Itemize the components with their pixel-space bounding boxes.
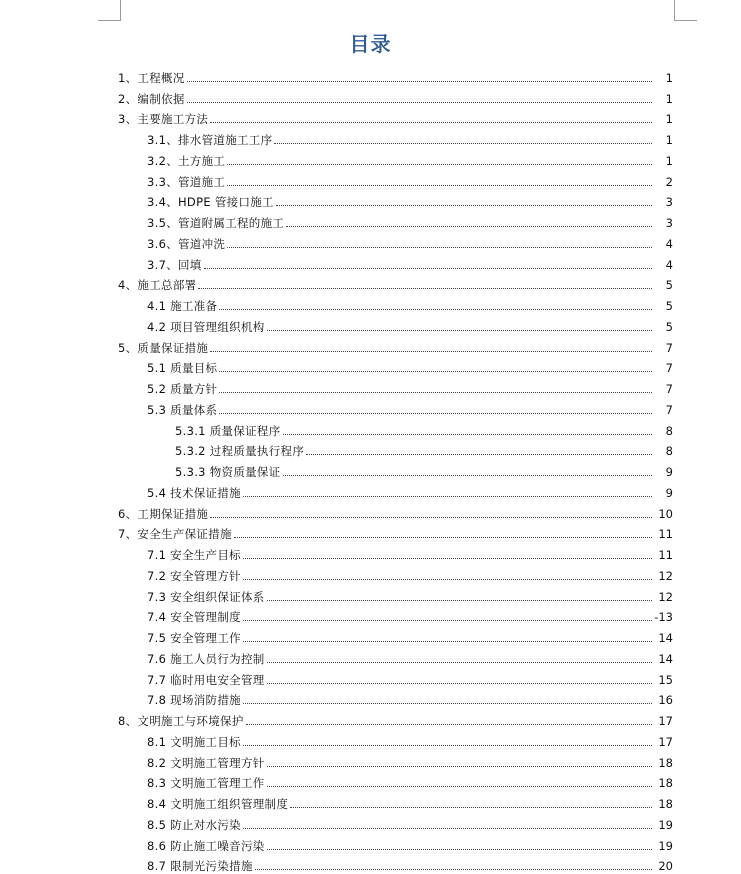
toc-leader-dots [219,371,652,372]
toc-entry-label: 3.4、HDPE 管接口施工 [147,195,274,210]
toc-leader-dots [267,683,652,684]
toc-entry-label: 8.3 文明施工管理工作 [147,776,265,791]
toc-entry[interactable] [0,604,741,625]
toc-entry[interactable] [0,209,741,230]
toc-entry[interactable] [0,749,741,770]
toc-page-number: 1 [665,112,673,127]
toc-entry-label: 3.7、回填 [147,257,202,272]
toc-entry-label: 5.3 质量体系 [147,402,218,417]
toc-page-number: 7 [665,361,673,376]
toc-entry[interactable] [0,272,741,293]
table-of-contents [0,64,741,873]
toc-entry[interactable] [0,334,741,355]
toc-entry-label: 5.2 质量方针 [147,382,218,396]
toc-entry[interactable] [0,521,741,542]
toc-page-number: 9 [665,465,673,479]
toc-page-number: 7 [665,402,673,417]
toc-entry-label: 5.4 技术保证措施 [147,485,241,500]
toc-leader-dots [290,807,652,808]
toc-leader-dots [267,786,652,787]
toc-entry[interactable] [0,64,741,85]
toc-entry[interactable] [0,85,741,106]
toc-leader-dots [267,662,652,663]
crop-mark-top-left [98,0,121,21]
toc-entry-label: 5.3.1 质量保证程序 [175,423,281,438]
toc-page-number: 14 [658,631,673,645]
toc-entry-label: 5.3.2 过程质量执行程序 [175,444,305,459]
toc-entry[interactable] [0,168,741,189]
toc-entry-label: 3、主要施工方法 [118,112,209,127]
toc-leader-dots [219,413,652,414]
toc-entry-label: 5.3.3 物资质量保证 [175,465,281,479]
toc-entry-label: 7.8 现场消防措施 [147,693,241,708]
toc-leader-dots [243,579,652,580]
toc-entry-label: 5、质量保证措施 [118,340,209,355]
toc-leader-dots [283,434,652,435]
toc-page-number: 1 [665,91,673,106]
toc-entry[interactable] [0,375,741,396]
toc-leader-dots [267,766,652,767]
toc-leader-dots [227,247,652,248]
toc-page-number: 4 [665,257,673,272]
toc-leader-dots [267,330,652,331]
toc-leader-dots [246,724,652,725]
toc-leader-dots [210,122,652,123]
toc-page-number: 16 [658,693,673,708]
toc-page-number: 12 [658,589,673,604]
toc-entry-label: 4.1 施工准备 [147,299,218,313]
toc-leader-dots [243,496,652,497]
toc-leader-dots [210,351,652,352]
toc-entry-label: 3.6、管道冲洗 [147,236,226,251]
toc-leader-dots [243,703,652,704]
toc-page-number: 7 [665,340,673,355]
toc-leader-dots [276,205,652,206]
toc-entry-label: 8.4 文明施工组织管理制度 [147,797,289,811]
toc-page-number: 2 [665,174,673,189]
toc-leader-dots [274,143,652,144]
toc-page-number: 8 [665,444,673,459]
toc-page-number: -13 [654,610,673,625]
toc-entry[interactable] [0,126,741,147]
toc-leader-dots [243,828,652,829]
toc-leader-dots [243,620,652,621]
toc-page-number: 1 [665,70,673,85]
toc-leader-dots [243,641,652,642]
toc-leader-dots [243,558,652,559]
toc-entry-label: 8、文明施工与环境保护 [118,714,244,728]
toc-leader-dots [267,849,652,850]
toc-entry[interactable] [0,687,741,708]
toc-entry[interactable] [0,541,741,562]
toc-entry-label: 7.3 安全组织保证体系 [147,589,265,604]
toc-entry[interactable] [0,811,741,832]
toc-page-number: 17 [658,734,673,749]
toc-leader-dots [243,745,652,746]
toc-page-number: 11 [658,548,673,562]
toc-entry[interactable] [0,313,741,334]
toc-page-number: 10 [658,506,673,521]
toc-leader-dots [187,81,652,82]
toc-entry-label: 7.7 临时用电安全管理 [147,672,265,687]
toc-entry[interactable] [0,417,741,438]
toc-leader-dots [187,102,652,103]
toc-page-number: 14 [658,651,673,666]
toc-page-number: 7 [665,382,673,396]
toc-page-number: 4 [665,236,673,251]
toc-page-number: 18 [658,797,673,811]
toc-entry[interactable] [0,707,741,728]
toc-entry-label: 7.4 安全管理制度 [147,610,241,625]
toc-entry-label: 1、工程概况 [118,70,185,85]
toc-entry-label: 7.2 安全管理方针 [147,568,241,583]
toc-entry-label: 8.6 防止施工噪音污染 [147,838,265,853]
toc-page-number: 3 [665,195,673,210]
toc-entry-label: 3.5、管道附属工程的施工 [147,216,285,230]
toc-entry-label: 5.1 质量目标 [147,361,218,376]
toc-page-number: 12 [658,568,673,583]
toc-entry[interactable] [0,479,741,500]
toc-entry-label: 6、工期保证措施 [118,506,209,521]
toc-leader-dots [204,268,652,269]
toc-leader-dots [306,454,652,455]
toc-leader-dots [286,226,652,227]
toc-page-number: 11 [658,527,673,542]
toc-entry[interactable] [0,645,741,666]
toc-entry[interactable] [0,189,741,210]
toc-page-number: 17 [658,714,673,728]
toc-page-number: 18 [658,755,673,770]
page-title: 目录 [349,32,392,56]
crop-mark-top-right [674,0,697,21]
toc-entry[interactable] [0,396,741,417]
toc-page-number: 9 [665,485,673,500]
toc-entry-label: 2、编制依据 [118,91,185,106]
toc-leader-dots [234,537,652,538]
toc-entry-label: 8.2 文明施工管理方针 [147,755,265,770]
toc-leader-dots [219,309,652,310]
toc-page-number: 19 [658,817,673,832]
toc-entry-label: 4、施工总部署 [118,278,197,293]
toc-entry[interactable] [0,230,741,251]
toc-entry[interactable] [0,251,741,272]
toc-entry[interactable] [0,624,741,645]
toc-entry-label: 3.3、管道施工 [147,174,226,189]
toc-entry-label: 8.7 限制光污染措施 [147,859,253,874]
toc-entry[interactable] [0,438,741,459]
toc-leader-dots [227,164,652,165]
toc-entry[interactable] [0,106,741,127]
toc-leader-dots [219,392,652,393]
toc-leader-dots [210,517,652,518]
toc-entry-label: 4.2 项目管理组织机构 [147,319,265,334]
toc-entry-label: 3.1、排水管道施工工序 [147,133,273,147]
toc-entry-label: 7.1 安全生产目标 [147,548,241,562]
toc-entry-label: 3.2、土方施工 [147,153,226,168]
toc-leader-dots [255,869,652,870]
toc-entry-label: 8.5 防止对水污染 [147,817,241,832]
toc-leader-dots [198,288,652,289]
toc-entry[interactable] [0,728,741,749]
toc-leader-dots [227,185,652,186]
toc-entry[interactable] [0,292,741,313]
toc-entry[interactable] [0,583,741,604]
toc-page-number: 5 [665,278,673,293]
toc-entry-label: 8.1 文明施工目标 [147,734,241,749]
toc-entry[interactable] [0,500,741,521]
toc-entry[interactable] [0,853,741,874]
toc-entry[interactable] [0,666,741,687]
toc-page-number: 5 [665,319,673,334]
toc-page-number: 1 [665,153,673,168]
toc-page-number: 1 [665,133,673,147]
toc-page-number: 8 [665,423,673,438]
toc-entry[interactable] [0,562,741,583]
toc-page-number: 5 [665,299,673,313]
toc-page-number: 15 [658,672,673,687]
toc-page-number: 19 [658,838,673,853]
toc-page-number: 3 [665,216,673,230]
toc-entry[interactable] [0,355,741,376]
toc-leader-dots [267,600,652,601]
toc-entry[interactable] [0,770,741,791]
toc-page-number: 18 [658,776,673,791]
toc-entry[interactable] [0,832,741,853]
toc-page-number: 20 [658,859,673,874]
toc-entry-label: 7.6 施工人员行为控制 [147,651,265,666]
toc-entry[interactable] [0,458,741,479]
toc-entry-label: 7.5 安全管理工作 [147,631,241,645]
toc-entry[interactable] [0,790,741,811]
toc-leader-dots [283,475,652,476]
toc-entry-label: 7、安全生产保证措施 [118,527,232,542]
toc-entry[interactable] [0,147,741,168]
